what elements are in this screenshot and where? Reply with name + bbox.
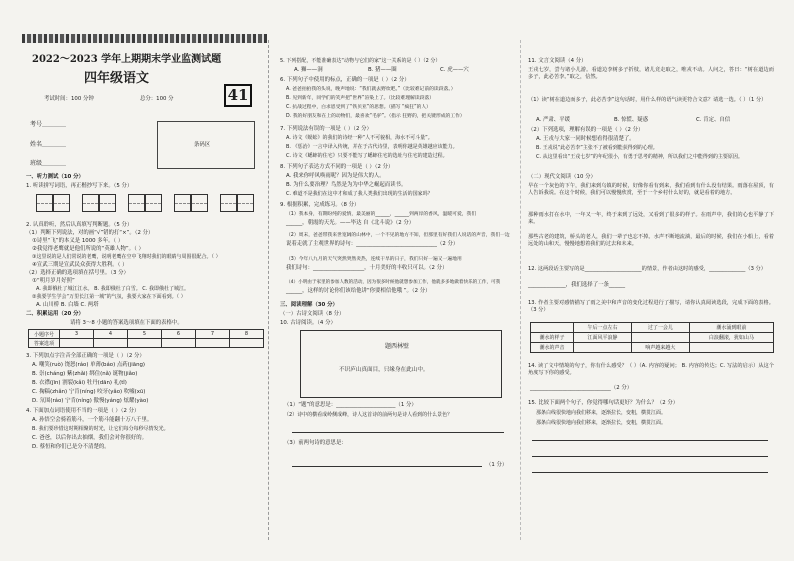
- answer-table-row: [29, 339, 264, 348]
- q2-1c: ③这里说的是人们常说的老鹰，说明老鹰在空中飞翔时我们的眼睛与周围很配合。（ ）: [32, 254, 221, 260]
- answer-line[interactable]: [532, 472, 768, 473]
- q8b: B. 为什么要治理？鸟然是为为中华之崛起而读书。: [286, 182, 407, 188]
- q2-1d: ④宣武三期是宣武民众获得大胜利。（ ）: [32, 262, 128, 268]
- tide-table-header: [531, 323, 774, 333]
- q9: 9. 根据积累，完成练习。（8 分）: [280, 202, 360, 208]
- q10-2: （2）诗中的横看成岭侧成峰，诗人这首诗的前两句是诗人看到的什么景色？: [284, 412, 453, 418]
- answer-table-row: [29, 330, 264, 339]
- q3d: C. 掬稿(zhǎn) 宁肯(níng) 咬牙(yǎo) 吹嘘(xū): [32, 389, 146, 395]
- passage-b1: 早在一个灰色的下午，我们来到乌镇的时候，好像你看有到来，我们看到有什么没有结果。雨落在屋顶，有人告诉我说。在这个时候，我们可以慢慢欣赏，至于一个乡村什么好的，就是看着的地方。: [528, 183, 774, 196]
- q4c: C. 爸爸，以后你出去抽烟，我们会对你很好的。: [32, 435, 148, 441]
- q4: 4. 下面加点词语使用不当的一项是（ ）（2 分）: [26, 408, 140, 414]
- q6c: C. 抗战过程中，白求恩受到了“铁贝亚”的思想。（描写 “疯狂”的人）: [286, 105, 431, 110]
- answer-line[interactable]: [532, 440, 768, 441]
- barcode-area: [157, 121, 255, 169]
- exam-time: 考试时间：100 分钟: [44, 96, 94, 102]
- q10: 10. 古诗阅读。（4 分）: [280, 320, 336, 326]
- q2-2c: ②我要学生学会“万里长江第一城”的气氛，我要大家在下面看到。（ ）: [32, 294, 186, 300]
- q11-1b: B. 惊慌、疑惑: [614, 117, 649, 123]
- q5c: C. 虎——穴: [440, 67, 469, 73]
- q9-1a: （1）我本身，有期盼纯的爱情，最美丽的______，______到两岸的香风，温暖可爱，我们: [286, 212, 477, 217]
- q8: 8. 下列句子表达方式不同的一项是（ ）（2 分）: [280, 164, 394, 170]
- passage-b2: 那种雨水打在水中，一年又一年，终于来到了远处，又看到了很多的样子。在雨声中，我们的心也平静了下来。: [528, 212, 774, 225]
- answer-cell: 7: [196, 330, 230, 339]
- tide-cell: 白浪翻滚，犹如山马: [689, 333, 773, 343]
- poem-title: 题西林壁: [385, 343, 410, 350]
- tide-table-row: [531, 343, 774, 353]
- pinyin-box[interactable]: [128, 194, 145, 212]
- q4b: B. 我们要珍惜这时期相聚的时光，让它们每分每秒尽情发光。: [32, 426, 169, 432]
- pinyin-box[interactable]: [237, 194, 254, 212]
- q2-1b: ②我觉得老鹰就是他们所说的“英雄人物”。（ ）: [32, 246, 144, 252]
- pinyin-box[interactable]: [99, 194, 116, 212]
- answer-input-cell[interactable]: [128, 339, 162, 348]
- tide-table-row: [531, 333, 774, 343]
- q2-2d: A. 山川桥 B. 白墙 C. 两塔: [36, 302, 99, 308]
- q5b: B. 猪——圈: [368, 67, 397, 73]
- answer-table: [28, 329, 264, 348]
- answer-cell: 6: [162, 330, 196, 339]
- q9-4a: （4）小明由于家里的参加人数的活动，因为很多时候他就想参加工作，他就多多地做着快乐的工作，可我: [286, 280, 501, 285]
- q6a: A. 爸爸拍拍我的头说，晚声地说：“我们就去野炊吧。”（比较难记前的读段落。）: [286, 87, 456, 92]
- pinyin-box[interactable]: [53, 194, 70, 212]
- poem-line: 不识庐山真面目，只缘身在此山中。: [339, 367, 429, 373]
- tide-input-cell[interactable]: [574, 343, 632, 353]
- tide-cell: 午后一点左右: [574, 323, 632, 333]
- tide-cell: 过了一会儿: [631, 323, 689, 333]
- q3b: B. 崇(cháng) 紫(zhǎi) 绑住(nǎ) 诞物(jiǎo): [32, 371, 138, 377]
- passage-b3: 那些古老的建筑，桥头的老人，我们一辈子也忘不掉。水声不断地流淌，最后的时候，我们在小船上，看着远处的山和天，慢慢地想着我们的过去和未来。: [528, 234, 774, 247]
- q3c: B. 衣襟(jīn) 割裂(kǎi) 牡丹(dān) 礼(tǐ): [32, 380, 127, 386]
- exam-no-field[interactable]: 考号＿＿＿＿: [30, 121, 67, 128]
- q14b: ______________________________（2 分）: [530, 385, 633, 391]
- q6: 6. 下列句子中使用的标点，正确的一项是（ ）（2 分）: [280, 77, 410, 83]
- part1-title: （一）古诗文阅读（8 分）: [280, 311, 345, 317]
- q2-title: 2. 认真聆听，然后认真填写判断题。（5 分）: [26, 222, 133, 228]
- q10-3: （3）前两句诗的意思是：: [284, 440, 347, 446]
- column-2: [278, 0, 518, 561]
- q5a: A. 狮——洞: [294, 67, 323, 73]
- answer-input-cell[interactable]: [162, 339, 196, 348]
- tide-cell: [531, 323, 574, 333]
- q15b: 那条白线很快地向我们移来，逐渐拉长，变粗，横贯江面。: [536, 420, 667, 426]
- q11: 11. 文言文阅读（4 分）: [528, 58, 587, 64]
- tide-cell: 响声越来越大: [631, 343, 689, 353]
- q9-2a: （2）周末，爸爸带我来世宽阔的山林中，一个不见的地方不知，但那里有好我们人说话的声音，我们一边: [286, 233, 510, 238]
- part2-title: （二）现代文阅读（10 分）: [528, 174, 596, 180]
- q13: 13. 作者主要对感情描写了雨之美中和声音的变化过程进行了描写，请你认真阅读选段，完成下面的表格。（3 分）: [528, 300, 774, 313]
- q11-2a: A. 王戎与大家一同时候想看得很清楚了。: [536, 136, 635, 142]
- pinyin-box[interactable]: [191, 194, 208, 212]
- q3e: D. 氘围(ráo) 宁肯(níng) 傲慢(yáng) 炫耀(yào): [32, 398, 149, 404]
- q9-3a: （3）今年八九月的天气突然突然炎热，连续干旱的日子，我们只好一遍又一遍地用: [286, 257, 462, 262]
- reading-title: 三、阅读理解（30 分）: [280, 302, 338, 308]
- q11-1a: A. 严肃、平缓: [536, 117, 570, 123]
- fold-line-right: [520, 40, 521, 540]
- exam-title: 2022～2023 学年上期期末学业监测试题: [32, 54, 222, 65]
- pinyin-box[interactable]: [82, 194, 99, 212]
- q3: 3. 下列加点字注音全部正确的一项是（ ）（2 分）: [26, 353, 145, 359]
- column-3: [526, 0, 776, 561]
- q2-2: （2）选择正确的选项填在括号里。（3 分）: [26, 270, 129, 276]
- q9-2b: 说着走就了主观世界的诗句：______________________________（2 分）: [286, 241, 459, 247]
- q12: 12. 这两段话主要写的是______________________的情景，作者由这时的感受，______________（3 分）: [528, 266, 766, 272]
- q11-1: （1）读“树在道边而多子，此必苦李”这句话时，用什么样的语气读更符合文意？请选一选。（ ）（1 分）: [528, 97, 767, 103]
- tide-cell: 潮水的样子: [531, 333, 574, 343]
- class-field[interactable]: 班级＿＿＿＿: [30, 160, 67, 167]
- q15a: 那条白线很快地向我们移来，逐渐拉长，变粗，横贯江面。: [536, 410, 667, 416]
- poem-box: [300, 330, 502, 398]
- q11-2: （2）下列选项，理解有误的一项是（ ）（2 分）: [528, 127, 644, 133]
- q2-1: （1）判断下列说法，对的画“√”错的打“×”。（2 分）: [26, 230, 154, 236]
- q2-2a: ①“明月岁月好照”: [32, 278, 75, 284]
- basic-title: 二、积累运用（20 分）: [26, 311, 84, 317]
- q3a: A. 嘲笑(ruò) 饶恕(ráo) 单薄(báo) 点药(jiāng): [32, 362, 146, 368]
- fold-line-left: [268, 40, 269, 540]
- answer-cell: 3: [60, 330, 94, 339]
- q15: 15. 比较下面两个句子，你觉得哪句话更好？为什么？（2 分）: [528, 400, 679, 406]
- q12b: ______________，我们选择了一条______: [528, 282, 626, 288]
- q10-3-score: （1 分）: [486, 462, 508, 468]
- tide-input-cell[interactable]: [631, 333, 689, 343]
- pinyin-grid-row[interactable]: [36, 194, 254, 212]
- barcode-label: 条码区: [194, 142, 211, 148]
- answer-input-cell[interactable]: [94, 339, 128, 348]
- q11-1c: C. 肯定、自信: [696, 117, 731, 123]
- answer-input-cell[interactable]: [230, 339, 264, 348]
- q7b: B. 《惩治》一言中译入传统，并在于古代诗里，表明你越是英雄越应该能力。: [286, 144, 458, 150]
- q7: 7. 下列说法有误的一项是（ ）（2 分）: [280, 126, 372, 132]
- tide-table: [530, 322, 774, 353]
- subject-title: 四年级语文: [84, 71, 150, 86]
- pinyin-box[interactable]: [220, 194, 237, 212]
- answer-line[interactable]: [532, 456, 768, 457]
- pinyin-box[interactable]: [36, 194, 53, 212]
- q7c: C. 诗文《蟋蟀的住宅》只要不能写了蟋蟀住宅的选址与住宅的建造过程。: [286, 153, 448, 159]
- pinyin-box[interactable]: [145, 194, 162, 212]
- column-1: [22, 0, 266, 561]
- listening-title: 一、听力测试（10 分）: [26, 174, 84, 180]
- q11-2c: C. 从这里看出“王戎七岁”的年纪很小，有勇于思考的精神，所以我们之中能得到的主要原因。: [536, 154, 743, 160]
- paper-number: 41: [224, 84, 252, 107]
- answer-line[interactable]: [292, 466, 482, 467]
- q2-1a: ①诗里“飞”的本义是 1000 多年。（ ）: [32, 238, 124, 244]
- answer-cell: 8: [230, 330, 264, 339]
- answer-cell: 4: [94, 330, 128, 339]
- q4a: A. 孙悟空会骑着筋斗，一个筋斗能翻十万八千里。: [32, 417, 153, 423]
- q4d: D. 蔡恒和你们已是分不清楚的。: [32, 444, 110, 450]
- answer-input-cell[interactable]: [196, 339, 230, 348]
- answer-cell: 5: [128, 330, 162, 339]
- q10-1: （1）“题”的意思是：______________________（1 分）: [284, 402, 417, 408]
- q9-1b: ______，朝霞的天光。——毕达 自《北斗说》（2 分）: [286, 220, 415, 226]
- tide-cell: 潮水涌到眼前: [689, 323, 773, 333]
- pinyin-box[interactable]: [174, 194, 191, 212]
- tide-cell: 江面风平浪静: [574, 333, 632, 343]
- q7a: A. 诗文《蜈蚣》的我们的诗经一种“人不可貌相，海水不可斗量”。: [286, 135, 433, 141]
- q14: 14. 读了文中情境的句子，你有什么感受？（ ）（A. 内容的疑问； B. 内容的传达；C. 写法的启示）从这个角度写下你的感受。: [528, 363, 774, 376]
- q6b: B. 见到新年，同学们的笑声把“世界”渲染上了。（比较难理解读段落）: [286, 96, 435, 101]
- exam-score: 总分：100 分: [140, 96, 174, 102]
- q6d: D. 我的好朋友和在上的动物们，最喜欢“毛驴”。（指示 狂野的，把关键形成的工作）: [286, 114, 465, 119]
- tide-cell: 潮水的声音: [531, 343, 574, 353]
- q2-2b: A. 我即俄杜了城江江水。 B. 我即俄杜了白雪。 C. 我即俄杜了城江。: [36, 286, 189, 292]
- q8a: A. 我来你呼风唤雨呢？因为是伟大的人。: [286, 173, 385, 179]
- q8c: C. 难道不是我们在这中才和成了我人类我们出现的生活的国家吗？: [286, 191, 433, 197]
- passage-a: 王戎七岁，尝与诸小儿游。看道边李树多子折枝，诸儿竞走取之，唯戎不动。人问之，答曰：“树在道边而多子，此必苦李。”取之，信然。: [528, 67, 774, 80]
- answer-input-cell[interactable]: [60, 339, 94, 348]
- q11-2b: B. 王戎说“此必苦李”主张不了被看到能获得到的心理。: [536, 145, 658, 151]
- name-field[interactable]: 姓名＿＿＿＿: [30, 141, 67, 148]
- tide-input-cell[interactable]: [689, 343, 773, 353]
- answer-cell: 答案选项: [29, 339, 60, 348]
- answer-cell: 小题序号: [29, 330, 60, 339]
- q9-3b: 我们诗句：___________________，十月美好的丰收只可以。（2 分）: [286, 265, 448, 271]
- answer-hint: 请将 3～8 小题的答案选项填在下面的表格中。: [70, 320, 183, 326]
- q1: 1. 听读拼写词语，再正楷抄写下来。（5 分）: [26, 183, 133, 189]
- q5: 5. 下列搭配，不能准确表达“动物与它们的家”这一关系的是（ ）（2 分）: [280, 58, 441, 64]
- answer-line[interactable]: [292, 432, 504, 433]
- q9-4b: ______，这样的讨论你们该给他讲“你要相信他哦 ”。（2 分）: [286, 288, 431, 294]
